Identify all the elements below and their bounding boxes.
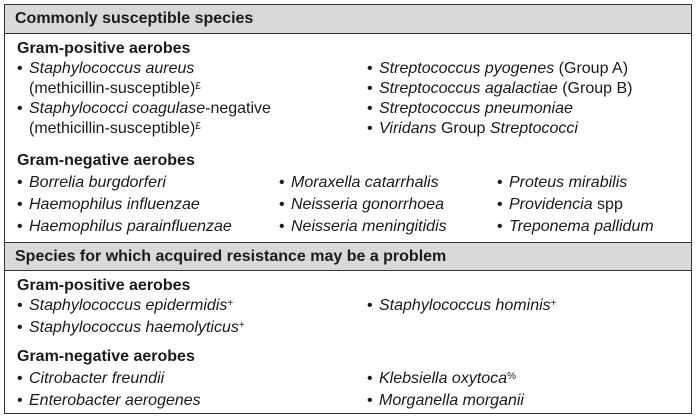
- species-item: • Staphylococci coagulase-negative: [17, 100, 271, 117]
- section-susceptible-gram-positive: [5, 39, 691, 139]
- species-item: • Viridans Group Streptococci: [367, 120, 578, 137]
- species-item: • Staphylococcus aureus: [17, 60, 195, 77]
- subheading-gram-positive: Gram-positive aerobes: [17, 40, 191, 57]
- species-item: • Klebsiella oxytoca%: [367, 370, 516, 387]
- species-item: • Providencia spp: [497, 196, 623, 213]
- species-item: • Proteus mirabilis: [497, 174, 628, 191]
- header-resistance: Species for which acquired resistance may be a problem: [5, 242, 691, 271]
- header-susceptible: Commonly susceptible species: [5, 5, 691, 34]
- species-item: • Staphylococcus haemolyticus+: [17, 319, 245, 336]
- species-item: • Moraxella catarrhalis: [279, 174, 439, 191]
- section-resistance-gram-negative: [5, 347, 691, 411]
- section-susceptible-gram-negative: [5, 151, 691, 237]
- subheading-gram-negative: Gram-negative aerobes: [17, 152, 195, 169]
- species-item: • Enterobacter aerogenes: [17, 392, 201, 409]
- species-item: • Neisseria meningitidis: [279, 218, 447, 235]
- species-item: • Haemophilus parainfluenzae: [17, 218, 232, 235]
- species-table: [4, 4, 692, 414]
- species-note: (methicillin-susceptible)£: [29, 120, 201, 137]
- species-item: • Streptococcus pneumoniae: [367, 100, 573, 117]
- species-item: • Borrelia burgdorferi: [17, 174, 166, 191]
- species-item: • Neisseria gonorrhoea: [279, 196, 444, 213]
- species-item: • Morganella morganii: [367, 392, 524, 409]
- species-item: • Citrobacter freundii: [17, 370, 165, 387]
- species-item: • Streptococcus agalactiae (Group B): [367, 80, 633, 97]
- species-item: • Staphylococcus hominis+: [367, 297, 557, 314]
- species-item: • Treponema pallidum: [497, 218, 654, 235]
- section-resistance-gram-positive: [5, 276, 691, 340]
- subheading-gram-positive: Gram-positive aerobes: [17, 277, 191, 294]
- species-item: • Staphylococcus epidermidis+: [17, 297, 234, 314]
- species-item: • Streptococcus pyogenes (Group A): [367, 60, 629, 77]
- species-note: (methicillin-susceptible)£: [29, 80, 201, 97]
- species-item: • Haemophilus influenzae: [17, 196, 200, 213]
- subheading-gram-negative: Gram-negative aerobes: [17, 348, 195, 365]
